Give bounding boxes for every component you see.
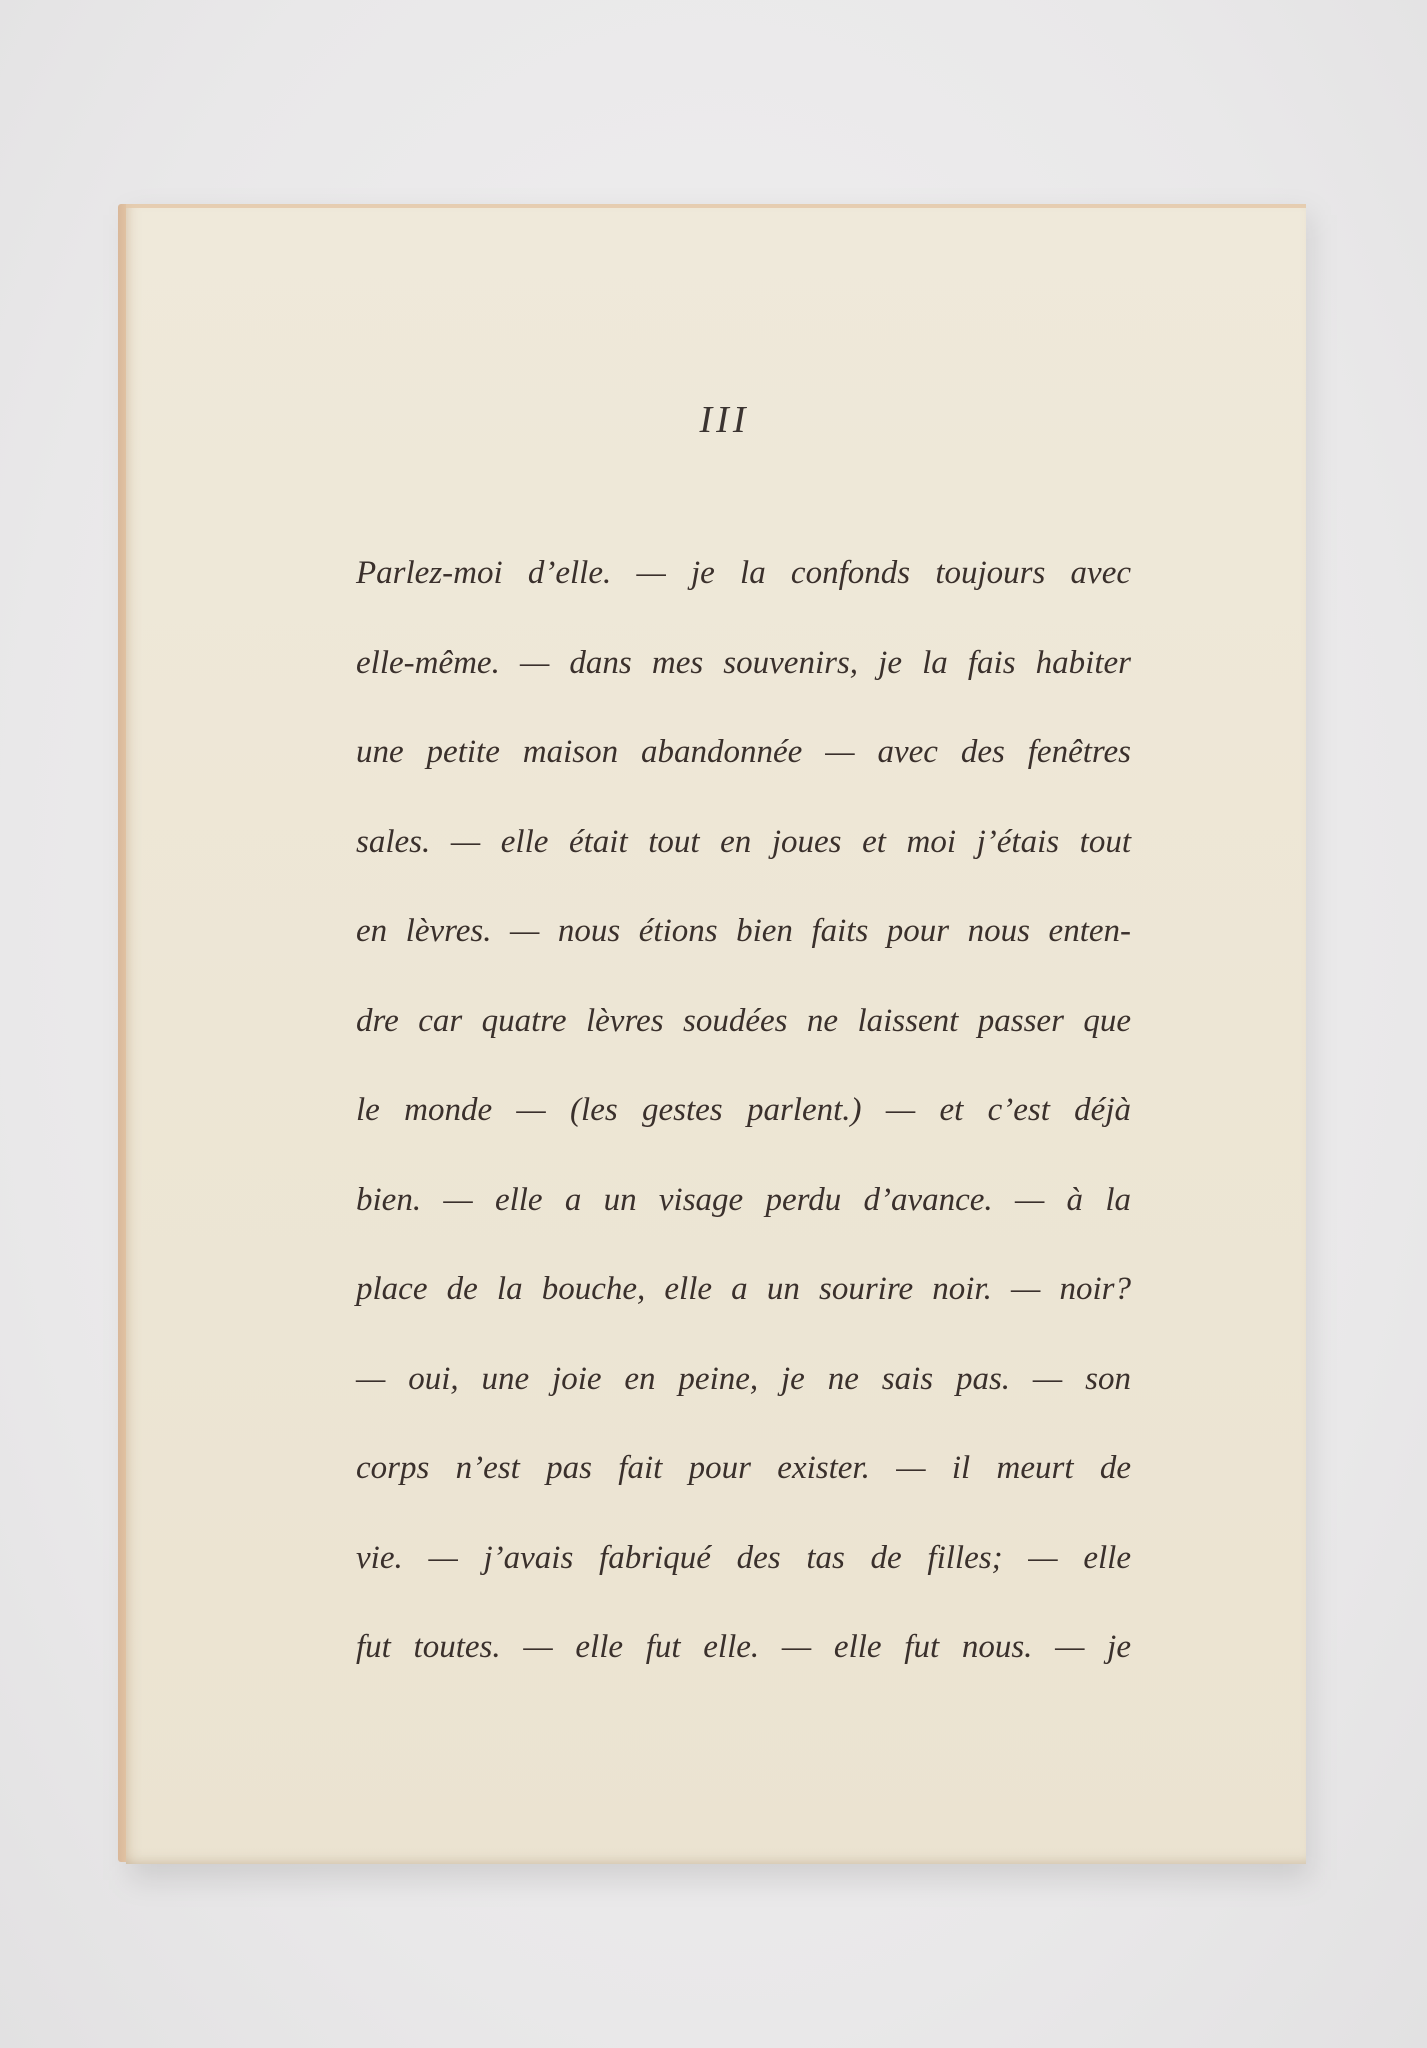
text-line: Parlez-moi d’elle. — je la confonds toujours avec — [356, 555, 1131, 591]
text-line: — oui, une joie en peine, je ne sais pas. — son — [356, 1360, 1131, 1397]
text-line: fut toutes. — elle fut elle. — elle fut nous. — je — [356, 1629, 1131, 1665]
text-line: le monde — (les gestes parlent.) — et c’est déjà — [356, 1092, 1131, 1128]
text-line: bien. — elle a un visage perdu d’avance. — à la — [356, 1181, 1131, 1218]
chapter-number: III — [699, 399, 750, 441]
text-line: dre car quatre lèvres soudées ne laissent passer que — [356, 1002, 1131, 1039]
text-line: elle-même. — dans mes souvenirs, je la fais habiter — [356, 644, 1131, 681]
text-line: sales. — elle était tout en joues et moi j’étais tout — [356, 823, 1131, 860]
text-line: corps n’est pas fait pour exister. — il meurt de — [356, 1450, 1131, 1486]
text-block — [356, 548, 1131, 1712]
page-top-edge — [126, 204, 1306, 208]
text-line: une petite maison abandonnée — avec des fenêtres — [356, 734, 1131, 770]
text-line: en lèvres. — nous étions bien faits pour nous enten- — [356, 913, 1131, 949]
text-line: place de la bouche, elle a un sourire noir. — noir? — [356, 1271, 1131, 1307]
text-line: vie. — j’avais fabriqué des tas de filles; — elle — [356, 1539, 1131, 1576]
